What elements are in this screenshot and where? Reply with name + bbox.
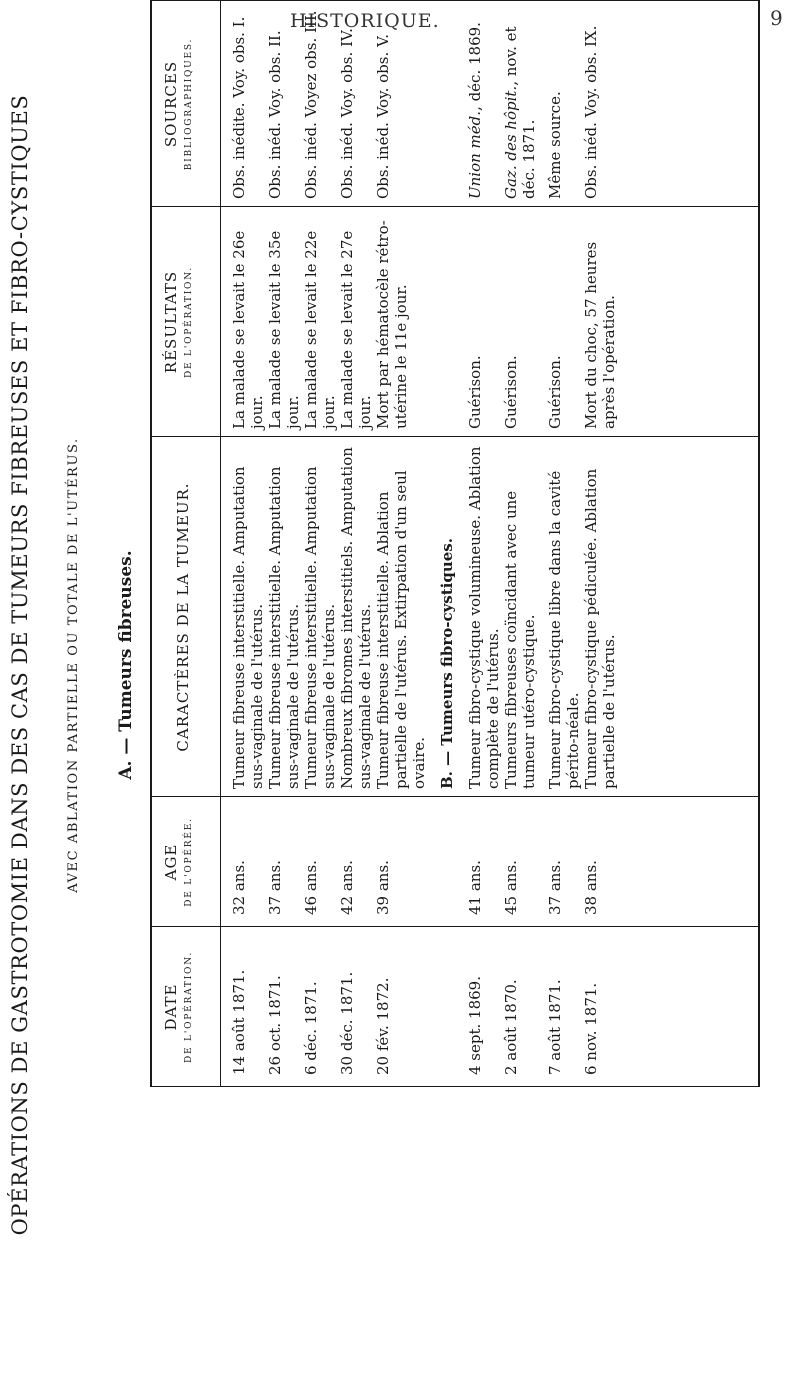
table-left-rule bbox=[150, 1086, 760, 1087]
column-rule bbox=[150, 436, 760, 437]
source-journal: Union méd. bbox=[466, 110, 484, 199]
header-age: AGE DE L'OPÉRÉE. bbox=[162, 817, 194, 907]
cell-age: 37 ans. bbox=[546, 860, 564, 915]
cell-result: Guérison. bbox=[546, 355, 564, 429]
cell-result: Mort du choc, 57 heures après l'opération. bbox=[582, 241, 618, 429]
cell-characters: Tumeur fibreuse interstitielle. Amputation sus-vaginale de l'utérus. bbox=[266, 466, 302, 789]
cell-result: La malade se levait le 27e jour. bbox=[338, 230, 374, 429]
cell-age: 39 ans. bbox=[374, 860, 392, 915]
surgery-table bbox=[150, 0, 790, 1087]
cell-source: Même source. bbox=[546, 91, 564, 199]
cell-date: 7 août 1871. bbox=[546, 979, 564, 1075]
cell-characters: Nombreux fibromes interstitiels. Amputation sus-vaginale de l'utérus. bbox=[338, 447, 374, 789]
cell-characters: Tumeur fibreuse interstitielle. Amputation sus-vaginale de l'utérus. bbox=[230, 466, 266, 789]
section-b-heading: B. — Tumeurs fibro-cystiques. bbox=[438, 538, 456, 789]
cell-date: 26 oct. 1871. bbox=[266, 975, 284, 1075]
cell-characters: Tumeurs fibreuses coïncidant avec une tumeur utéro-cystique. bbox=[502, 490, 538, 789]
cell-source: Obs. inéd. Voy. obs. IX. bbox=[582, 25, 600, 199]
source-journal: Gaz. des hôpit. bbox=[502, 85, 520, 199]
header-sources: SOURCES BIBLIOGRAPHIQUES. bbox=[162, 37, 194, 171]
cell-date: 14 août 1871. bbox=[230, 969, 248, 1075]
cell-date: 6 déc. 1871. bbox=[302, 981, 320, 1075]
cell-characters: Tumeur fibro-cystique libre dans la cavité périto-néale. bbox=[546, 470, 582, 789]
cell-date: 30 déc. 1871. bbox=[338, 971, 356, 1075]
cell-characters: Tumeur fibro-cystique pédiculée. Ablation partielle de l'utérus. bbox=[582, 468, 618, 789]
cell-result: La malade se levait le 26e jour. bbox=[230, 230, 266, 429]
cell-characters: Tumeur fibreuse interstitielle. Amputation sus-vaginale de l'utérus. bbox=[302, 466, 338, 789]
cell-result: Guérison. bbox=[466, 355, 484, 429]
cell-age: 45 ans. bbox=[502, 860, 520, 915]
cell-date: 4 sept. 1869. bbox=[466, 976, 484, 1075]
cell-age: 46 ans. bbox=[302, 860, 320, 915]
cell-source: Obs. inéd. Voy. obs. IV. bbox=[338, 28, 356, 199]
header-date: DATE DE L'OPÉRATION. bbox=[162, 951, 194, 1063]
cell-age: 41 ans. bbox=[466, 860, 484, 915]
cell-result: La malade se levait le 22e jour. bbox=[302, 230, 338, 429]
page-number: 9 bbox=[770, 6, 783, 30]
table-header-rule bbox=[220, 0, 221, 1087]
cell-source: Obs. inéd. Voy. obs. II. bbox=[266, 30, 284, 199]
column-rule bbox=[150, 926, 760, 927]
table-subtitle: AVEC ABLATION PARTIELLE OU TOTALE DE L'UTÉRUS. bbox=[66, 437, 81, 893]
cell-source bbox=[466, 22, 484, 199]
header-results: RÉSULTATS DE L'OPÉRATION. bbox=[162, 266, 194, 378]
column-rule bbox=[150, 206, 760, 207]
cell-source: Obs. inéd. Voy. obs. V. bbox=[374, 34, 392, 199]
cell-result: Guérison. bbox=[502, 355, 520, 429]
cell-date: 2 août 1870. bbox=[502, 979, 520, 1075]
table-bottom-rule bbox=[758, 0, 760, 1087]
cell-source: Obs. inédite. Voy. obs. I. bbox=[230, 16, 248, 199]
cell-date: 20 fév. 1872. bbox=[374, 977, 392, 1075]
cell-characters: Tumeur fibreuse interstitielle. Ablation partielle de l'utérus. Extirpation d'un seul ovaire. bbox=[374, 470, 428, 789]
column-rule bbox=[150, 796, 760, 797]
cell-result: Mort par hématocèle rétro-utérine le 11e jour. bbox=[374, 220, 410, 429]
cell-source: Obs. inéd. Voyez obs. III. bbox=[302, 10, 320, 199]
cell-age: 42 ans. bbox=[338, 860, 356, 915]
cell-source bbox=[502, 5, 538, 199]
cell-result: La malade se levait le 35e jour. bbox=[266, 230, 302, 429]
cell-age: 38 ans. bbox=[582, 860, 600, 915]
header-characters: CARACTÈRES DE LA TUMEUR. bbox=[174, 482, 192, 752]
cell-date: 6 nov. 1871. bbox=[582, 982, 600, 1075]
running-head: HISTORIQUE. bbox=[290, 10, 440, 32]
table-top-rule bbox=[150, 0, 152, 1087]
table-title: OPÉRATIONS DE GASTROTOMIE DANS DES CAS DE TUMEURS FIBREUSES ET FIBRO-CYSTIQUES bbox=[8, 94, 32, 1236]
cell-age: 32 ans. bbox=[230, 860, 248, 915]
source-detail: , déc. 1869. bbox=[466, 22, 484, 111]
section-a-heading: A. — Tumeurs fibreuses. bbox=[116, 550, 136, 780]
source-detail: , nov. et déc. 1871. bbox=[502, 26, 538, 199]
table-right-rule bbox=[150, 0, 760, 1]
cell-characters: Tumeur fibro-cystique volumineuse. Ablation complète de l'utérus. bbox=[466, 446, 502, 789]
cell-age: 37 ans. bbox=[266, 860, 284, 915]
